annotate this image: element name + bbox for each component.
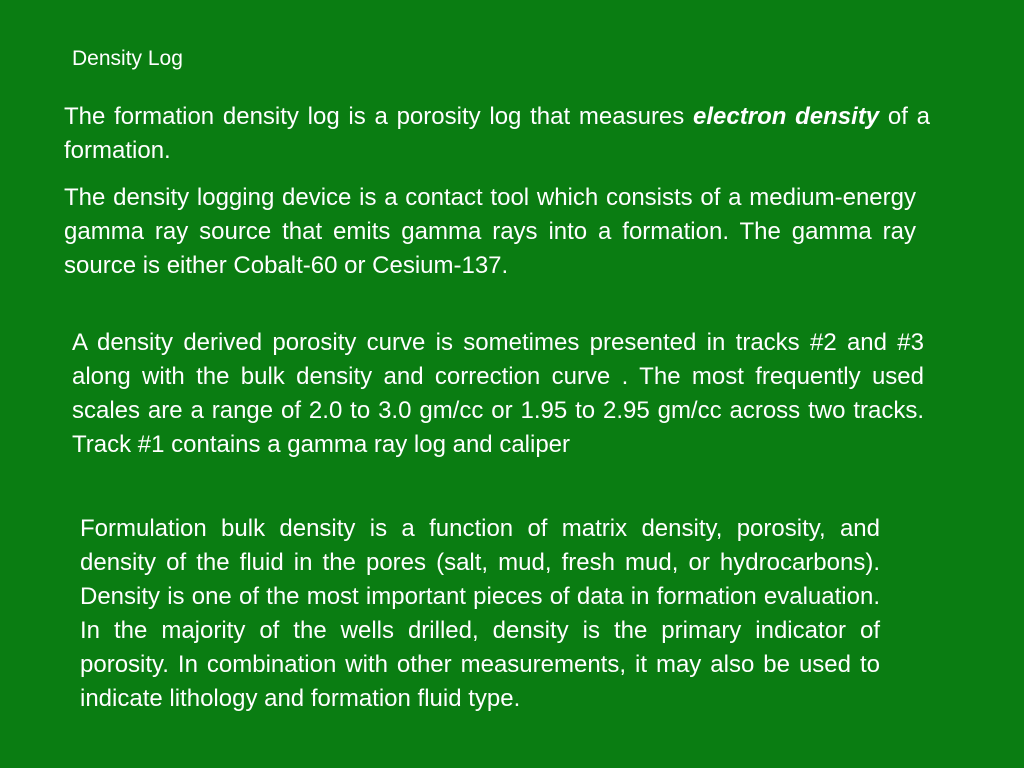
paragraph-text: of a formation. — [64, 103, 931, 164]
slide-title: Density Log — [72, 47, 183, 70]
paragraph-electron-density — [64, 100, 930, 168]
paragraph-text: The formation density log is a porosity log that measures — [64, 103, 694, 130]
paragraph-logging-device: The density logging device is a contact tool which consists of a medium-energy gamma ray source that emits gamma rays into a formation. The gamma ray source is either Cobalt-60 or Cesium-137. — [64, 184, 916, 279]
emphasized-term: electron density — [693, 103, 880, 130]
paragraph-porosity-curve: A density derived porosity curve is sometimes presented in tracks #2 and #3 along with the bulk density and correction curve . The most frequently used scales are a range of 2.0 to 3.0 gm/cc or 1.95 to 2.95 gm/cc across two tracks. Track #1 contains a gamma ray log and caliper — [72, 329, 924, 458]
paragraph-bulk-density: Formulation bulk density is a function of matrix density, porosity, and density of the fluid in the pores (salt, mud, fresh mud, or hydrocarbons). Density is one of the most important pieces of data in formation evaluation. In the majority of the wells drilled, density is the primary indicator of porosity. In combination with other measurements, it may also be used to indicate lithology and formation fluid type. — [80, 515, 880, 712]
